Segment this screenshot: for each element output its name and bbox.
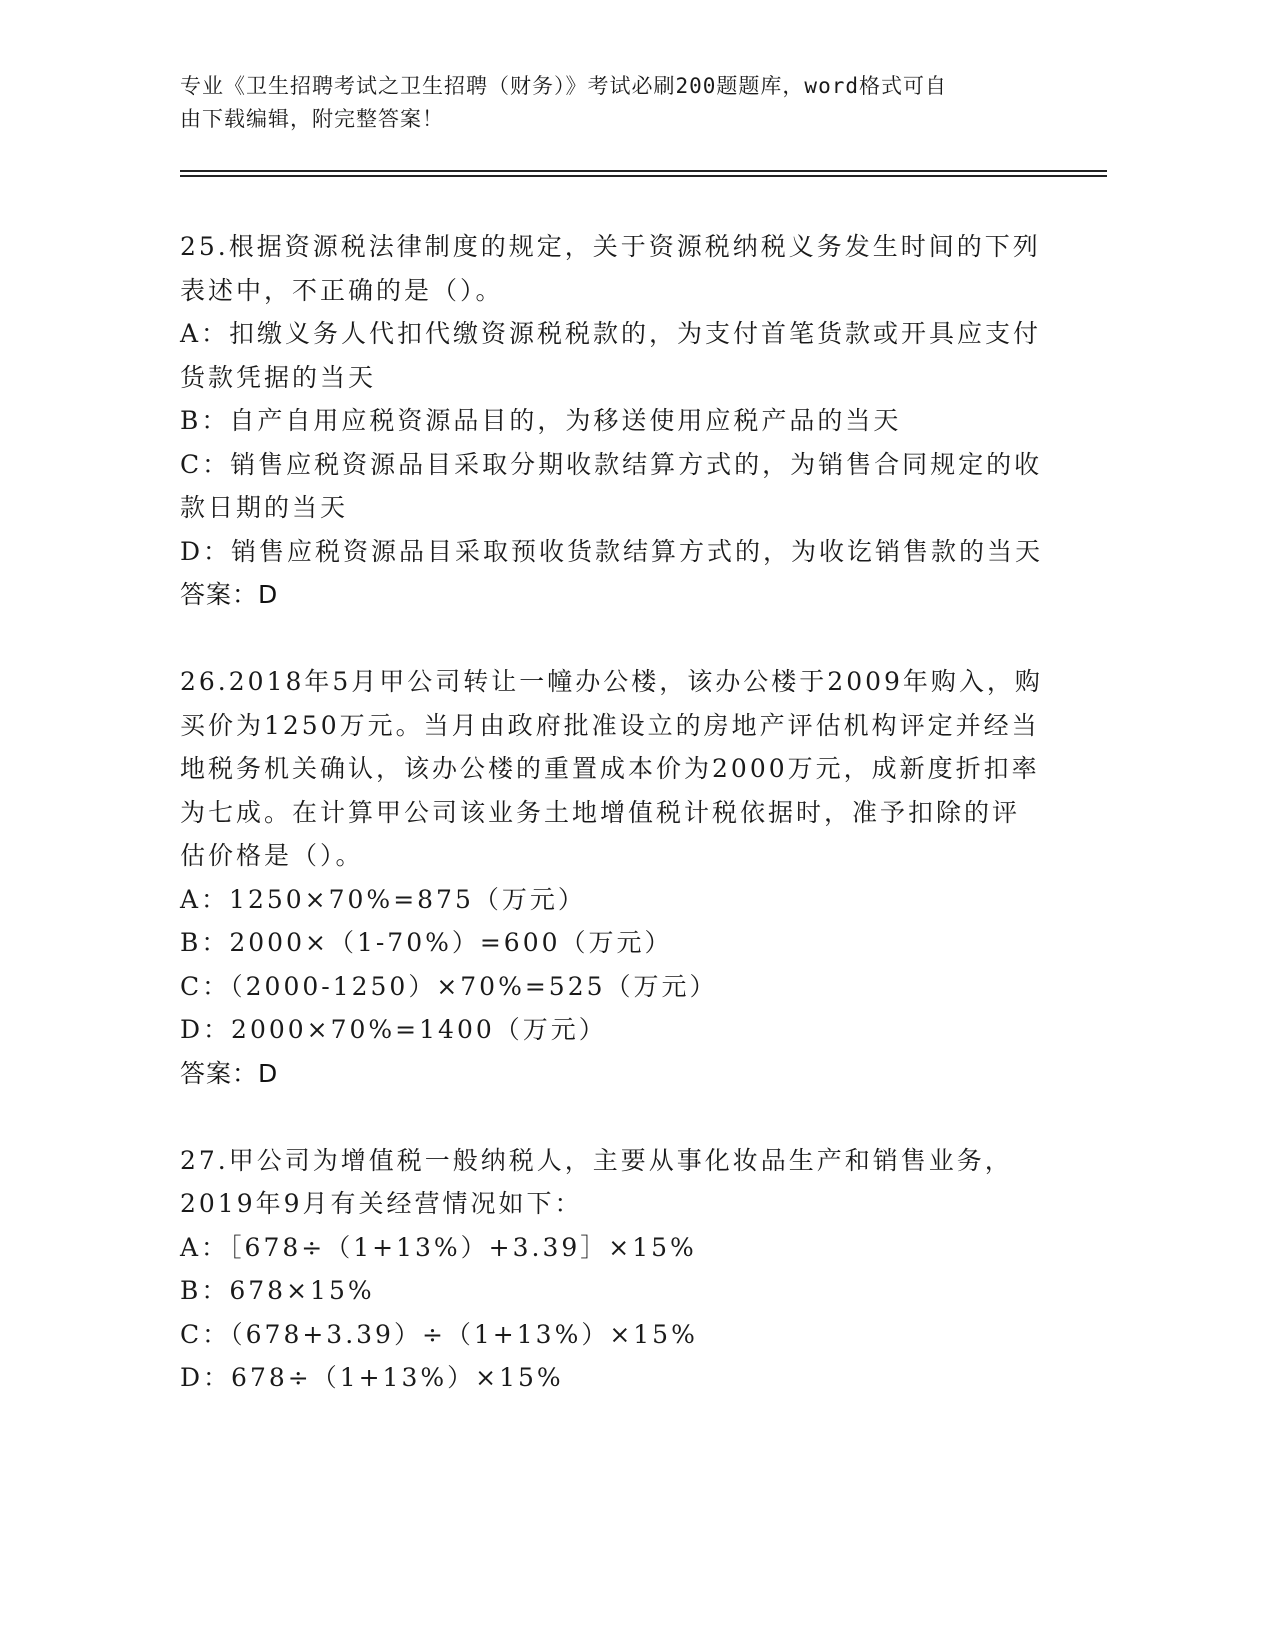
header-line: 由下载编辑，附完整答案！ [180,107,444,131]
option-b: B：自产自用应税资源品目的，为移送使用应税产品的当天 [180,406,902,435]
question-text: 估价格是（）。 [180,841,364,870]
option-a-continued: 货款凭据的当天 [180,362,377,392]
option-a: A：1250×70%=875（万元） [180,884,586,914]
option-c: C：（678+3.39）÷（1+13%）×15% [180,1319,698,1349]
question-25 [180,225,1060,617]
option-c: C：（2000-1250）×70%=525（万元） [180,971,718,1001]
answer: 答案：D [180,580,279,609]
option-b: B：678×15% [180,1276,375,1305]
option-a: A：扣缴义务人代扣代缴资源税税款的，为支付首笔货款或开具应支付 [180,319,1042,348]
option-a: A：［678÷（1+13%）+3.39］×15% [180,1232,697,1262]
question-text: 26.2018年5月甲公司转让一幢办公楼，该办公楼于2009年购入，购 [180,667,1043,696]
question-text: 27.甲公司为增值税一般纳税人，主要从事化妆品生产和销售业务， [180,1145,1013,1175]
question-text: 买价为1250万元。当月由政府批准设立的房地产评估机构评定并经当 [180,710,1040,740]
header-divider [180,175,1107,177]
option-d: D：销售应税资源品目采取预收货款结算方式的，为收讫销售款的当天 [180,536,1044,566]
document-header [180,70,1060,136]
question-text: 为七成。在计算甲公司该业务土地增值税计税依据时，准予扣除的评 [180,797,1021,827]
question-26 [180,660,1060,1095]
answer: 答案：D [180,1058,279,1088]
question-text: 表述中，不正确的是（）。 [180,275,504,305]
question-text: 地税务机关确认，该办公楼的重置成本价为2000万元，成新度折扣率 [180,754,1040,783]
option-b: B：2000×（1-70%）=600（万元） [180,928,673,957]
option-d: D：2000×70%=1400（万元） [180,1015,607,1044]
option-d: D：678÷（1+13%）×15% [180,1363,564,1392]
option-c-continued: 款日期的当天 [180,493,349,522]
header-divider [180,170,1107,172]
header-line: 专业《卫生招聘考试之卫生招聘（财务）》考试必刷200题题库，word格式可自 [180,74,947,98]
question-text: 25.根据资源税法律制度的规定，关于资源税纳税义务发生时间的下列 [180,232,1041,261]
question-list [180,225,1060,1400]
question-text: 2019年9月有关经营情况如下： [180,1189,583,1218]
question-27 [180,1139,1060,1400]
option-c: C：销售应税资源品目采取分期收款结算方式的，为销售合同规定的收 [180,449,1043,479]
